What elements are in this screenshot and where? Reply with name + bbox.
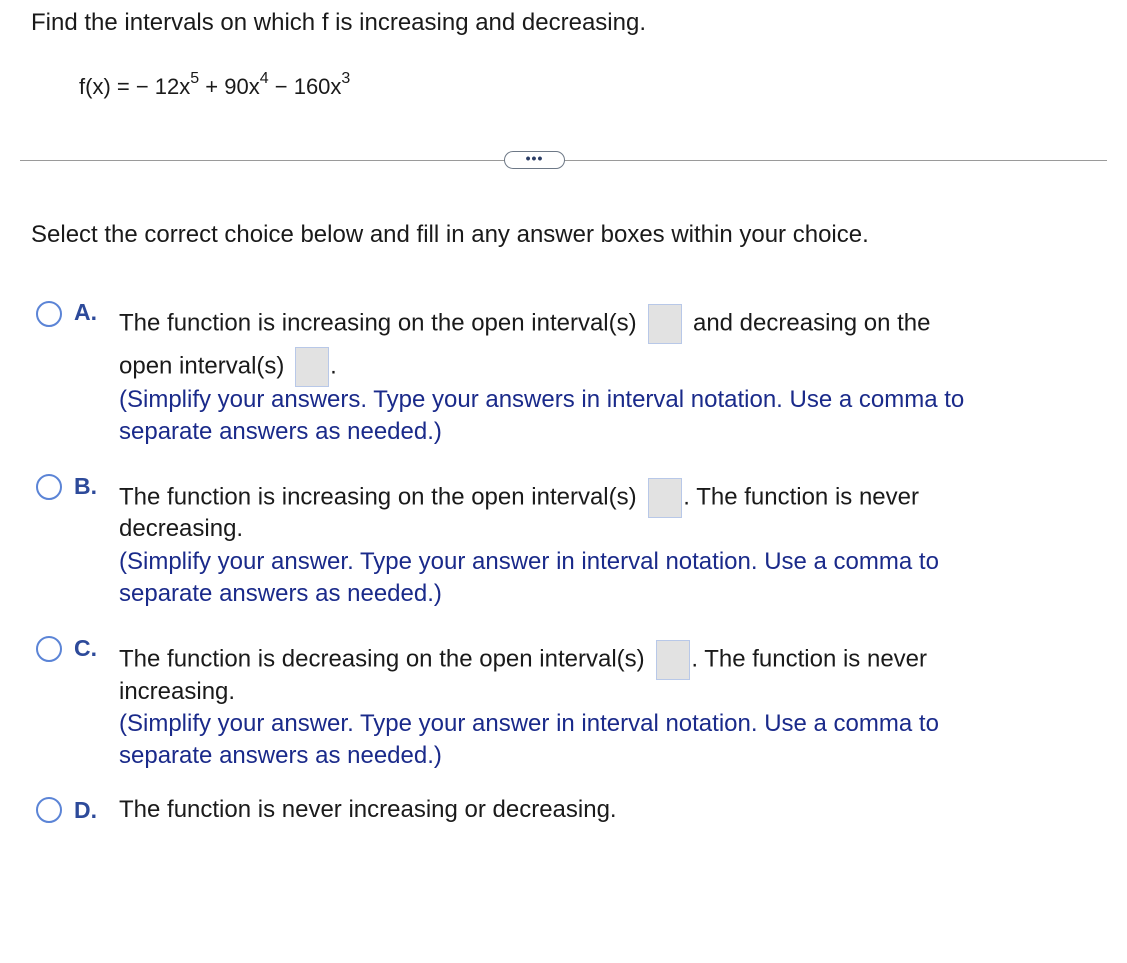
choice-a-text-2: and decreasing on the bbox=[692, 309, 931, 337]
choice-b-hint-2: separate answers as needed.) bbox=[119, 580, 442, 607]
choice-a-decreasing-input[interactable] bbox=[295, 347, 329, 387]
choice-a-hint-1: (Simplify your answers. Type your answers in interval notation. Use a comma to bbox=[119, 386, 965, 413]
choice-letter-a: A. bbox=[74, 299, 97, 325]
choice-a-text-3: open interval(s) bbox=[119, 352, 285, 380]
choice-a-text-1: The function is increasing on the open interval(s) bbox=[119, 309, 637, 337]
choice-d-line-1: The function is never increasing or decreasing. bbox=[119, 796, 617, 823]
choice-letter-c: C. bbox=[74, 635, 97, 661]
choice-c-decreasing-input[interactable] bbox=[656, 640, 690, 680]
choice-c-line-1 bbox=[119, 640, 927, 680]
instruction-text: Select the correct choice below and fill in any answer boxes within your choice. bbox=[31, 221, 869, 248]
choice-c-text-2: . The function is never bbox=[691, 645, 927, 673]
function-formula bbox=[79, 69, 351, 102]
choice-b-line-2: decreasing. bbox=[119, 515, 244, 542]
more-options-button[interactable]: ••• bbox=[504, 151, 565, 169]
formula-term-2: + 90x bbox=[199, 74, 260, 99]
choice-a-line-2 bbox=[119, 347, 337, 387]
choice-a-hint-2: separate answers as needed.) bbox=[119, 418, 442, 445]
formula-exponent-2: 4 bbox=[259, 69, 269, 87]
choice-c-line-2: increasing. bbox=[119, 678, 236, 705]
choice-letter-d: D. bbox=[74, 797, 97, 823]
choice-b-hint-1: (Simplify your answer. Type your answer in interval notation. Use a comma to bbox=[119, 548, 939, 575]
radio-choice-a[interactable] bbox=[36, 301, 62, 327]
choice-a-increasing-input[interactable] bbox=[648, 304, 682, 344]
choice-b-text-2: . The function is never bbox=[683, 483, 919, 511]
choice-b-increasing-input[interactable] bbox=[648, 478, 682, 518]
formula-exponent-1: 5 bbox=[190, 69, 200, 87]
formula-term-1: f(x) = − 12x bbox=[79, 74, 191, 99]
choice-c-hint-2: separate answers as needed.) bbox=[119, 742, 442, 769]
choice-b-line-1 bbox=[119, 478, 919, 518]
formula-exponent-3: 3 bbox=[341, 69, 351, 87]
question-text: Find the intervals on which f is increasing and decreasing. bbox=[31, 9, 646, 36]
radio-choice-d[interactable] bbox=[36, 797, 62, 823]
radio-choice-b[interactable] bbox=[36, 474, 62, 500]
choice-c-hint-1: (Simplify your answer. Type your answer in interval notation. Use a comma to bbox=[119, 710, 939, 737]
choice-a-text-4: . bbox=[330, 352, 337, 380]
choice-a-line-1 bbox=[119, 304, 930, 344]
radio-choice-c[interactable] bbox=[36, 636, 62, 662]
choice-c-text-1: The function is decreasing on the open interval(s) bbox=[119, 645, 645, 673]
formula-term-3: − 160x bbox=[268, 74, 342, 99]
choice-b-text-1: The function is increasing on the open interval(s) bbox=[119, 483, 637, 511]
choice-letter-b: B. bbox=[74, 473, 97, 499]
